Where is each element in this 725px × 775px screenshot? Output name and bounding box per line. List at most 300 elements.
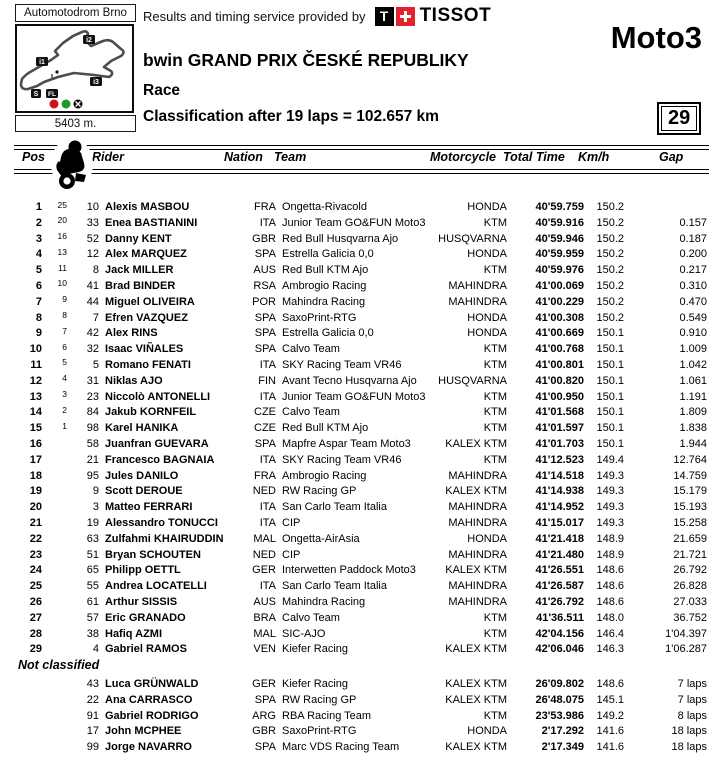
row-pos: 4 [35, 248, 42, 261]
row-rider-number: 21 [86, 453, 99, 466]
row-kmh: 149.3 [596, 501, 624, 514]
row-total-time: 42'06.046 [535, 643, 584, 656]
row-total-time: 41'21.480 [535, 548, 584, 561]
row-rider-name: Juanfran GUEVARA [105, 437, 209, 450]
row-pos: 1 [35, 201, 42, 213]
row-points [42, 529, 67, 545]
row-team: Interwetten Paddock Moto3 [282, 564, 416, 577]
row-team: Red Bull KTM Ajo [282, 422, 369, 435]
row-rider-number: 33 [86, 216, 99, 229]
row-team: Junior Team GO&FUN Moto3 [282, 216, 426, 229]
col-header-nation: Nation [224, 150, 263, 164]
row-rider-name: Danny KENT [105, 232, 172, 245]
row-gap: 1.042 [679, 358, 707, 371]
row-gap: 15.193 [673, 501, 707, 514]
table-row [14, 390, 707, 406]
row-rider-name: Hafiq AZMI [105, 627, 163, 640]
row-gap: 14.759 [673, 469, 707, 482]
row-points [42, 675, 67, 691]
track-map [15, 24, 134, 113]
row-motorcycle: MAHINDRA [448, 279, 507, 292]
row-motorcycle: KTM [483, 358, 507, 371]
row-kmh: 148.6 [596, 580, 624, 593]
row-nation: AUS [253, 264, 276, 277]
row-points [42, 624, 67, 640]
table-row [14, 693, 707, 709]
green-light-icon [62, 100, 71, 109]
provided-by-row [143, 4, 491, 28]
table-row [14, 421, 707, 437]
row-nation: ITA [259, 216, 276, 229]
row-gap: 0.310 [679, 279, 707, 292]
row-rider-number: 52 [86, 232, 99, 245]
row-pos: 15 [29, 422, 42, 435]
row-rider-number: 65 [86, 564, 99, 577]
row-kmh: 148.0 [596, 611, 624, 624]
row-nation: SPA [254, 248, 276, 261]
row-team: Ongetta-Rivacold [282, 201, 367, 213]
row-total-time: 41'00.229 [535, 295, 584, 308]
row-rider-name: Gabriel RODRIGO [105, 709, 199, 722]
row-rider-number: 91 [86, 709, 99, 722]
tissot-t-icon: T [375, 7, 394, 26]
track-length: 5403 m. [54, 117, 97, 130]
table-row [14, 724, 707, 740]
table-row [14, 295, 707, 311]
row-points: 3 [62, 389, 67, 400]
col-header-motorcycle: Motorcycle [430, 150, 496, 164]
row-team: CIP [282, 548, 301, 561]
row-total-time: 40'59.946 [535, 232, 584, 245]
row-points [42, 608, 67, 624]
row-gap: 26.828 [673, 580, 707, 593]
row-gap: 7 laps [677, 678, 707, 690]
row-total-time: 40'59.976 [535, 264, 584, 277]
row-kmh: 141.6 [596, 741, 624, 754]
row-rider-number: 43 [86, 678, 99, 690]
table-row [14, 677, 707, 693]
row-points: 8 [62, 310, 67, 321]
row-total-time: 41'00.950 [535, 390, 584, 403]
row-pos: 11 [30, 358, 42, 371]
row-nation: VEN [253, 643, 276, 656]
row-pos: 29 [29, 643, 42, 656]
row-team: Mahindra Racing [282, 595, 366, 608]
table-row [14, 595, 707, 611]
row-motorcycle: KTM [483, 264, 507, 277]
col-header-team: Team [274, 150, 307, 164]
table-row [14, 216, 707, 232]
table-row [14, 263, 707, 279]
svg-text:i2: i2 [86, 37, 92, 44]
row-total-time: 41'00.069 [535, 279, 584, 292]
row-points [42, 466, 67, 482]
row-points: 5 [62, 357, 67, 368]
row-gap: 27.033 [673, 595, 707, 608]
table-row [14, 469, 707, 485]
provided-by-text: Results and timing service provided by [143, 8, 366, 24]
table-row [14, 437, 707, 453]
row-motorcycle: MAHINDRA [448, 516, 507, 529]
page-number: 29 [661, 106, 697, 131]
row-rider-name: Ana CARRASCO [105, 693, 193, 706]
row-team: SaxoPrint-RTG [282, 725, 357, 738]
row-rider-name: Jack MILLER [105, 264, 174, 277]
row-kmh: 150.1 [596, 422, 624, 435]
row-points: 6 [62, 341, 67, 352]
row-rider-name: Jakub KORNFEIL [105, 406, 197, 419]
row-rider-number: 12 [86, 248, 99, 261]
row-rider-number: 51 [86, 548, 99, 561]
row-nation: FIN [258, 374, 276, 387]
row-pos: 13 [29, 390, 42, 403]
row-rider-number: 99 [86, 741, 99, 754]
row-team: RW Racing GP [282, 485, 357, 498]
row-rider-number: 38 [86, 627, 99, 640]
row-kmh: 145.1 [596, 693, 624, 706]
row-nation: MAL [253, 627, 276, 640]
row-motorcycle: KTM [483, 343, 507, 356]
row-rider-name: Brad BINDER [105, 279, 176, 292]
row-rider-number: 5 [92, 358, 99, 371]
row-points [42, 434, 67, 450]
row-pos: 24 [29, 564, 42, 577]
swiss-cross-icon [396, 7, 415, 26]
row-total-time: 41'01.703 [535, 437, 584, 450]
row-gap: 0.217 [679, 264, 707, 277]
row-rider-number: 9 [92, 485, 99, 498]
col-header-total-time: Total Time [503, 150, 565, 164]
row-rider-number: 22 [86, 693, 99, 706]
row-motorcycle: HONDA [467, 248, 507, 261]
page-number-box [657, 102, 701, 135]
row-rider-number: 98 [86, 422, 99, 435]
row-kmh: 146.4 [596, 627, 624, 640]
row-team: Ongetta-AirAsia [282, 532, 360, 545]
table-row [14, 358, 707, 374]
row-total-time: 41'15.017 [535, 516, 584, 529]
row-pos: 10 [29, 343, 42, 356]
row-pos: 22 [29, 532, 42, 545]
row-rider-name: Francesco BAGNAIA [105, 453, 215, 466]
session-title: Race [143, 82, 181, 99]
row-team: Calvo Team [282, 406, 340, 419]
row-rider-name: John MCPHEE [105, 725, 182, 738]
row-rider-name: Andrea LOCATELLI [105, 580, 207, 593]
row-team: SKY Racing Team VR46 [282, 453, 402, 466]
row-kmh: 148.9 [596, 532, 624, 545]
classification-line: Classification after 19 laps = 102.657 km [143, 108, 439, 125]
row-motorcycle: MAHINDRA [448, 501, 507, 514]
row-pos: 6 [35, 279, 42, 292]
row-kmh: 141.6 [596, 725, 624, 738]
row-total-time: 2'17.349 [541, 741, 584, 754]
row-motorcycle: KTM [483, 406, 507, 419]
row-gap: 1.809 [679, 406, 707, 419]
row-motorcycle: KTM [483, 627, 507, 640]
row-points [42, 640, 67, 656]
row-team: Estrella Galicia 0,0 [282, 327, 374, 340]
row-pos: 18 [29, 469, 42, 482]
row-motorcycle: MAHINDRA [448, 595, 507, 608]
red-light-icon [50, 100, 59, 109]
not-classified-label: Not classified [18, 658, 100, 672]
row-total-time: 41'00.820 [535, 374, 584, 387]
row-team: Junior Team GO&FUN Moto3 [282, 390, 426, 403]
row-rider-name: Alex MARQUEZ [105, 248, 187, 261]
row-motorcycle: KALEX KTM [445, 678, 507, 690]
row-kmh: 150.1 [596, 374, 624, 387]
row-rider-number: 7 [92, 311, 99, 324]
row-rider-number: 19 [86, 516, 99, 529]
row-pos: 19 [29, 485, 42, 498]
not-classified-rows [14, 677, 707, 756]
row-gap: 0.470 [679, 295, 707, 308]
row-kmh: 148.6 [596, 678, 624, 690]
row-motorcycle: KALEX KTM [445, 741, 507, 754]
row-nation: AUS [253, 595, 276, 608]
row-points [42, 498, 67, 514]
row-points: 13 [57, 246, 67, 257]
row-kmh: 150.1 [596, 358, 624, 371]
row-gap: 18 laps [671, 741, 707, 754]
row-pos [14, 709, 42, 725]
row-total-time: 41'01.568 [535, 406, 584, 419]
row-kmh: 150.2 [596, 264, 624, 277]
row-kmh: 150.2 [596, 311, 624, 324]
row-total-time: 26'09.802 [535, 678, 584, 690]
row-gap: 12.764 [673, 453, 707, 466]
row-motorcycle: KTM [483, 390, 507, 403]
row-pos: 8 [35, 311, 42, 324]
row-total-time: 26'48.075 [535, 693, 584, 706]
row-kmh: 149.3 [596, 516, 624, 529]
table-row [14, 627, 707, 643]
row-nation: GER [252, 678, 276, 690]
table-row [14, 563, 707, 579]
table-row [14, 579, 707, 595]
row-total-time: 41'14.952 [535, 501, 584, 514]
row-pos: 3 [35, 232, 42, 245]
row-nation: ARG [252, 709, 276, 722]
col-header-rider: Rider [92, 150, 124, 164]
row-total-time: 42'04.156 [535, 627, 584, 640]
row-motorcycle: HUSQVARNA [438, 374, 507, 387]
table-row [14, 532, 707, 548]
row-points [42, 450, 67, 466]
tissot-wordmark: TISSOT [419, 5, 492, 26]
row-nation: GER [252, 564, 276, 577]
row-kmh: 150.2 [596, 201, 624, 213]
category-title: Moto3 [610, 20, 702, 55]
row-total-time: 40'59.959 [535, 248, 584, 261]
row-motorcycle: HONDA [467, 311, 507, 324]
row-rider-name: Enea BASTIANINI [105, 216, 198, 229]
track-name: Automotodrom Brno [24, 7, 127, 19]
row-motorcycle: HONDA [467, 201, 507, 213]
row-total-time: 41'26.551 [535, 564, 584, 577]
start-label [31, 89, 41, 98]
row-nation: BRA [253, 611, 276, 624]
table-row [14, 453, 707, 469]
row-rider-number: 42 [86, 327, 99, 340]
row-team: Calvo Team [282, 343, 340, 356]
row-motorcycle: MAHINDRA [448, 580, 507, 593]
row-kmh: 150.2 [596, 216, 624, 229]
row-total-time: 40'59.916 [535, 216, 584, 229]
row-rider-number: 8 [92, 264, 99, 277]
table-row [14, 247, 707, 263]
row-nation: ITA [259, 580, 276, 593]
row-team: Calvo Team [282, 611, 340, 624]
row-team: Kiefer Racing [282, 643, 349, 656]
table-row [14, 342, 707, 358]
table-row [14, 740, 707, 756]
table-row [14, 611, 707, 627]
row-rider-name: Alex RINS [105, 327, 158, 340]
row-points [42, 738, 67, 754]
row-team: San Carlo Team Italia [282, 501, 387, 514]
row-rider-name: Scott DEROUE [105, 485, 183, 498]
row-team: Ambrogio Racing [282, 279, 367, 292]
crossed-light-icon [74, 100, 83, 109]
row-gap: 1.061 [679, 374, 707, 387]
row-points: 1 [62, 420, 67, 431]
table-row [14, 548, 707, 564]
intermediate-2-label [83, 35, 95, 44]
row-gap: 26.792 [673, 564, 707, 577]
row-team: RBA Racing Team [282, 709, 372, 722]
row-motorcycle: KTM [483, 422, 507, 435]
row-kmh: 148.6 [596, 564, 624, 577]
row-kmh: 148.6 [596, 595, 624, 608]
svg-text:i1: i1 [39, 59, 45, 66]
row-kmh: 148.9 [596, 548, 624, 561]
row-rider-name: Niklas AJO [105, 374, 163, 387]
row-pos: 17 [29, 453, 42, 466]
row-motorcycle: MAHINDRA [448, 548, 507, 561]
row-gap: 1.009 [679, 343, 707, 356]
row-pos: 27 [29, 611, 42, 624]
row-team: Mahindra Racing [282, 295, 366, 308]
row-nation: FRA [254, 201, 276, 213]
row-rider-name: Romano FENATI [105, 358, 191, 371]
row-team: RW Racing GP [282, 693, 357, 706]
row-kmh: 149.2 [596, 709, 624, 722]
row-nation: POR [252, 295, 276, 308]
row-gap: 1'04.397 [665, 627, 707, 640]
table-row [14, 642, 707, 658]
row-kmh: 149.3 [596, 469, 624, 482]
row-pos: 9 [35, 327, 42, 340]
svg-text:S: S [33, 91, 39, 98]
row-total-time: 41'14.518 [535, 469, 584, 482]
row-nation: SPA [254, 343, 276, 356]
row-team: Mapfre Aspar Team Moto3 [282, 437, 411, 450]
row-gap: 0.200 [679, 248, 707, 261]
finish-line-label [46, 89, 58, 98]
svg-text:FL: FL [48, 91, 56, 98]
row-kmh: 150.1 [596, 437, 624, 450]
track-name-box [15, 4, 136, 22]
row-points: 10 [57, 278, 67, 289]
row-gap: 21.721 [673, 548, 707, 561]
row-rider-number: 57 [86, 611, 99, 624]
row-gap: 0.549 [679, 311, 707, 324]
row-rider-number: 23 [86, 390, 99, 403]
table-row [14, 311, 707, 327]
row-pos: 25 [29, 580, 42, 593]
row-team: SKY Racing Team VR46 [282, 358, 402, 371]
row-nation: SPA [254, 741, 276, 754]
row-points: 16 [57, 231, 67, 242]
row-rider-name: Niccolò ANTONELLI [105, 390, 211, 403]
row-pos [14, 740, 42, 756]
row-points [42, 722, 67, 738]
row-total-time: 23'53.986 [535, 709, 584, 722]
svg-text:i3: i3 [93, 79, 99, 86]
row-pos: 14 [29, 406, 42, 419]
row-nation: SPA [254, 327, 276, 340]
row-total-time: 41'26.587 [535, 580, 584, 593]
table-row [14, 500, 707, 516]
row-pos: 21 [29, 516, 42, 529]
row-motorcycle: HUSQVARNA [438, 232, 507, 245]
row-nation: SPA [254, 311, 276, 324]
row-nation: MAL [253, 532, 276, 545]
table-row [14, 374, 707, 390]
intermediate-3-label [90, 77, 102, 86]
row-rider-number: 17 [86, 725, 99, 738]
row-team: Ambrogio Racing [282, 469, 367, 482]
row-rider-number: 3 [92, 501, 99, 514]
row-pos [14, 677, 42, 693]
row-team: Avant Tecno Husqvarna Ajo [282, 374, 417, 387]
row-kmh: 150.1 [596, 406, 624, 419]
row-motorcycle: KALEX KTM [445, 485, 507, 498]
row-team: Kiefer Racing [282, 678, 349, 690]
row-kmh: 150.2 [596, 295, 624, 308]
row-kmh: 149.3 [596, 485, 624, 498]
row-gap: 1.838 [679, 422, 707, 435]
row-nation: GBR [252, 725, 276, 738]
row-gap: 1.191 [679, 390, 707, 403]
row-gap: 15.179 [673, 485, 707, 498]
row-total-time: 41'12.523 [535, 453, 584, 466]
row-points: 2 [62, 404, 67, 415]
row-gap: 0.910 [679, 327, 707, 340]
col-header-pos: Pos [22, 150, 45, 164]
row-motorcycle: MAHINDRA [448, 295, 507, 308]
row-points [42, 545, 67, 561]
row-rider-number: 95 [86, 469, 99, 482]
row-points [42, 690, 67, 706]
row-nation: NED [252, 548, 276, 561]
row-team: SaxoPrint-RTG [282, 311, 357, 324]
row-rider-name: Karel HANIKA [105, 422, 179, 435]
row-gap: 36.752 [673, 611, 707, 624]
row-points: 25 [57, 199, 67, 210]
row-team: SIC-AJO [282, 627, 326, 640]
row-points: 20 [57, 215, 67, 226]
row-nation: SPA [254, 693, 276, 706]
row-motorcycle: KALEX KTM [445, 693, 507, 706]
table-row [14, 709, 707, 725]
row-gap: 8 laps [677, 709, 707, 722]
row-rider-number: 41 [86, 279, 99, 292]
row-kmh: 150.2 [596, 279, 624, 292]
row-rider-name: Gabriel RAMOS [105, 643, 187, 656]
